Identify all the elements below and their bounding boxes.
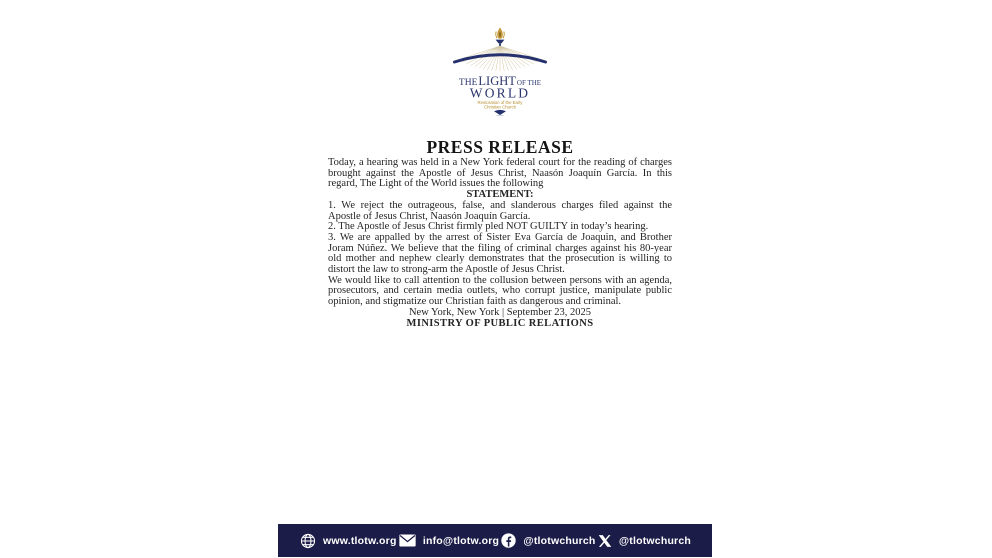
- globe-icon: [300, 533, 316, 549]
- statement-label: STATEMENT:: [466, 189, 534, 201]
- facebook-handle-label: @tlotwchurch: [523, 534, 596, 547]
- website-label: www.tlotw.org: [323, 534, 397, 547]
- x-link[interactable]: [598, 534, 691, 548]
- logo-subtitle-line1: Restoration of the Early: [477, 99, 523, 105]
- page-title: PRESS RELEASE: [426, 137, 574, 157]
- statement-item-2: 2. The Apostle of Jesus Christ firmly pled NOT GUILTY in today’s hearing.: [328, 221, 649, 233]
- signature-line: MINISTRY OF PUBLIC RELATIONS: [406, 317, 594, 329]
- logo-wordmark-line1: TheLightof the: [458, 74, 542, 88]
- facebook-icon: [501, 533, 516, 548]
- church-logo: [446, 26, 554, 116]
- lamp-icon: [496, 40, 505, 47]
- footer-contact-bar: [278, 524, 712, 557]
- statement-item-3: 3. We are appalled by the arrest of Sister Eva García de Joaquin, and Brother Joram Núñez. We believe that the filing of criminal charges against his 80-year old mother and nephew clearly demonstrates that the prosecution is willing to distort the law to strong-arm the Apostle of Jesus Christ.: [328, 231, 672, 276]
- email-label: info@tlotw.org: [422, 534, 500, 547]
- press-release-document: [328, 136, 672, 329]
- website-link[interactable]: [300, 533, 397, 549]
- x-handle-label: @tlotwchurch: [618, 534, 691, 547]
- email-link[interactable]: [399, 534, 499, 547]
- closing-paragraph: We would like to call attention to the collusion between persons with an agenda, prosecutors, and certain media outlets, who corrupt justice, manipulate public opinion, and stigmatize our Christian faith as dangerous and criminal.: [328, 274, 672, 308]
- x-icon: [598, 534, 612, 548]
- logo-wordmark-line2: World: [469, 85, 531, 101]
- light-of-the-world-emblem: [446, 26, 554, 116]
- small-crest-icon: [494, 110, 506, 116]
- intro-paragraph: Today, a hearing was held in a New York federal court for the reading of charges brought against the Apostle of Jesus Christ, Naasón Joaquín García. In this regard, The Light of the World issues the following: [328, 157, 672, 190]
- logo-subtitle-line2: Christian Church: [483, 104, 517, 110]
- statement-item-1: 1. We reject the outrageous, false, and slanderous charges filed against the Apostle of Jesus Christ, Naasón Joaquín García.: [328, 199, 672, 222]
- dateline: New York, New York | September 23, 2025: [408, 306, 592, 318]
- envelope-icon: [399, 534, 416, 547]
- facebook-link[interactable]: [501, 533, 595, 548]
- flame-icon: [496, 28, 505, 39]
